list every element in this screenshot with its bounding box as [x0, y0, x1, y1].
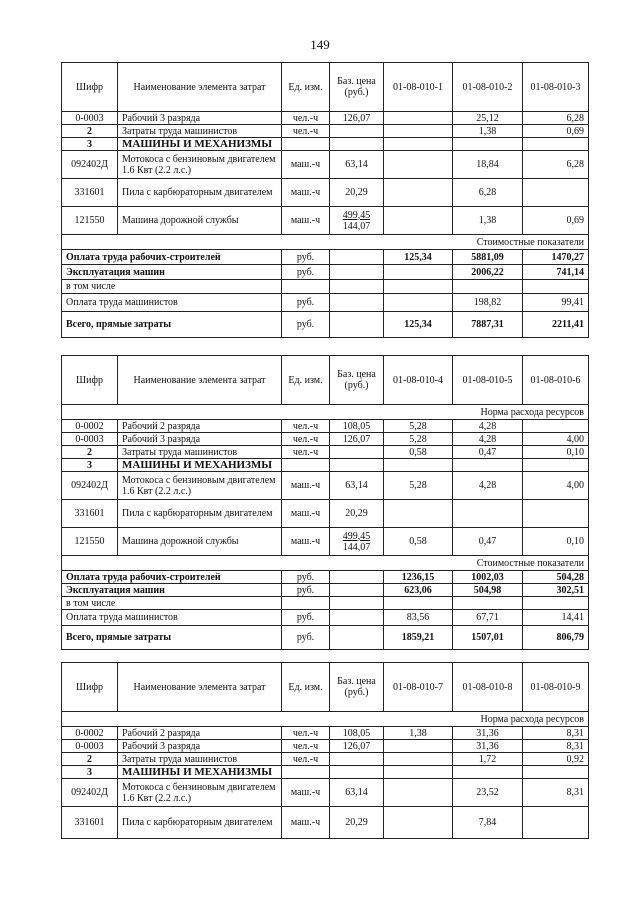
section-row: 3 МАШИНЫ И МЕХАНИЗМЫ: [62, 138, 589, 151]
header-col-2: 01-08-010-5: [453, 356, 523, 405]
cost-table-2: [61, 355, 589, 650]
summary-row: Эксплуатация машин руб. 2006,22 741,14: [62, 265, 589, 280]
header-row: [62, 63, 589, 112]
header-col-3: 01-08-010-9: [523, 663, 589, 712]
table-row: 0-0003 Рабочий 3 разряда чел.-ч 126,07 5,28 4,28 4,00: [62, 433, 589, 446]
header-price: Баз. цена (руб.): [330, 663, 384, 712]
header-col-2: 01-08-010-8: [453, 663, 523, 712]
note-row: Стоимостные показатели: [62, 556, 589, 571]
header-unit: Ед. изм.: [282, 63, 330, 112]
table-row: 331601 Пила с карбюраторным двигателем маш.-ч 20,29: [62, 500, 589, 528]
note-row: Стоимостные показатели: [62, 235, 589, 250]
cost-table-1: [61, 62, 589, 338]
note-row: Норма расхода ресурсов: [62, 712, 589, 727]
header-unit: Ед. изм.: [282, 663, 330, 712]
header-col-1: 01-08-010-1: [384, 63, 453, 112]
table-row: 0-0003 Рабочий 3 разряда чел.-ч 126,07 25,12 6,28: [62, 112, 589, 125]
table-row: 331601 Пила с карбюраторным двигателем маш.-ч 20,29 6,28: [62, 179, 589, 207]
header-code: Шифр: [62, 356, 118, 405]
note-row: Норма расхода ресурсов: [62, 405, 589, 420]
cost-table-3: [61, 662, 589, 839]
section-row: 3 МАШИНЫ И МЕХАНИЗМЫ: [62, 459, 589, 472]
table-row: 092402Д Мотокоса с бензиновым двигателем 1.6 Квт (2.2 л.с.) маш.-ч 63,14 18,84 6,28: [62, 151, 589, 179]
table-row: 331601 Пила с карбюраторным двигателем маш.-ч 20,29 7,84: [62, 807, 589, 839]
summary-row: Эксплуатация машин руб. 623,06 504,98 302,51: [62, 584, 589, 597]
header-col-1: 01-08-010-7: [384, 663, 453, 712]
summary-row: в том числе: [62, 280, 589, 294]
header-row: [62, 356, 589, 405]
header-col-1: 01-08-010-4: [384, 356, 453, 405]
section-row: 3 МАШИНЫ И МЕХАНИЗМЫ: [62, 766, 589, 779]
header-row: [62, 663, 589, 712]
header-name: Наименование элемента затрат: [118, 356, 282, 405]
table-row: 121550 Машина дорожной службы маш.-ч $\frac{499,45}{144,07}$ 1,38 0,69: [62, 207, 589, 235]
header-price: Баз. цена (руб.): [330, 63, 384, 112]
table-row: 2 Затраты труда машинистов чел.-ч 0,58 0,47 0,10: [62, 446, 589, 459]
header-col-3: 01-08-010-3: [523, 63, 589, 112]
header-code: Шифр: [62, 63, 118, 112]
page-number: 149: [310, 37, 330, 52]
summary-row: в том числе: [62, 597, 589, 610]
table-row: 121550 Машина дорожной службы маш.-ч $\frac{499,45}{144,07}$ 0,58 0,47 0,10: [62, 528, 589, 556]
table-row: 092402Д Мотокоса с бензиновым двигателем 1.6 Квт (2.2 л.с.) маш.-ч 63,14 23,52 8,31: [62, 779, 589, 807]
summary-row: Оплата труда рабочих-строителей руб. 1236,15 1002,03 504,28: [62, 571, 589, 584]
header-unit: Ед. изм.: [282, 356, 330, 405]
table-row: 0-0002 Рабочий 2 разряда чел.-ч 108,05 5,28 4,28: [62, 420, 589, 433]
table-row: 092402Д Мотокоса с бензиновым двигателем 1.6 Квт (2.2 л.с.) маш.-ч 63,14 5,28 4,28 4,00: [62, 472, 589, 500]
header-name: Наименование элемента затрат: [118, 63, 282, 112]
summary-row-total: Всего, прямые затраты руб. 1859,21 1507,01 806,79: [62, 626, 589, 650]
header-col-3: 01-08-010-6: [523, 356, 589, 405]
header-price: Баз. цена (руб.): [330, 356, 384, 405]
summary-row: Оплата труда машинистов руб. 198,82 99,41: [62, 294, 589, 312]
summary-row-total: Всего, прямые затраты руб. 125,34 7887,31 2211,41: [62, 312, 589, 338]
table-row: 0-0003 Рабочий 3 разряда чел.-ч 126,07 31,36 8,31: [62, 740, 589, 753]
summary-row: Оплата труда рабочих-строителей руб. 125,34 5881,09 1470,27: [62, 250, 589, 265]
table-row: 2 Затраты труда машинистов чел.-ч 1,38 0,69: [62, 125, 589, 138]
summary-row: Оплата труда машинистов руб. 83,56 67,71 14,41: [62, 610, 589, 626]
table-row: 2 Затраты труда машинистов чел.-ч 1,72 0,92: [62, 753, 589, 766]
header-col-2: 01-08-010-2: [453, 63, 523, 112]
header-name: Наименование элемента затрат: [118, 663, 282, 712]
header-code: Шифр: [62, 663, 118, 712]
table-row: 0-0002 Рабочий 2 разряда чел.-ч 108,05 1,38 31,36 8,31: [62, 727, 589, 740]
